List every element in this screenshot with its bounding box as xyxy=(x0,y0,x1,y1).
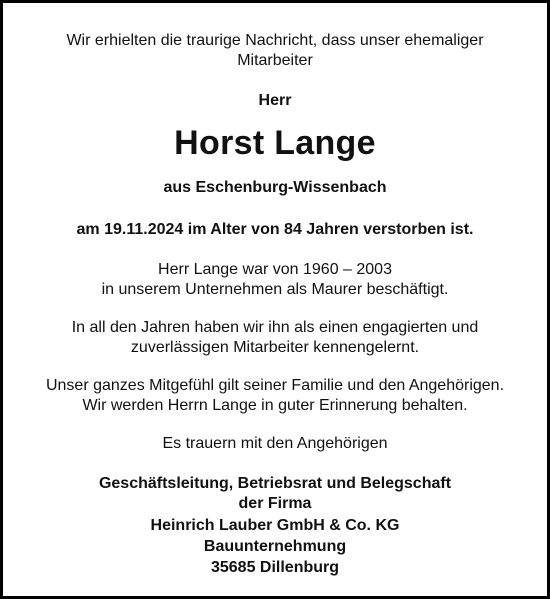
signature-line-1: Geschäftsleitung, Betriebsrat und Belegschaft xyxy=(98,475,452,492)
employment-line-2: in unserem Unternehmen als Maurer beschäftigt. xyxy=(101,281,449,298)
tribute-line-1: In all den Jahren haben wir ihn als einen engagierten und xyxy=(71,319,479,336)
death-date-line: am 19.11.2024 im Alter von 84 Jahren verstorben ist. xyxy=(76,221,474,238)
tribute-line-2: zuverlässigen Mitarbeiter kennengelernt. xyxy=(130,339,420,356)
company-address: 35685 Dillenburg xyxy=(210,559,340,576)
origin-line: aus Eschenburg-Wissenbach xyxy=(163,179,387,196)
mourners-intro: Es trauern mit den Angehörigen xyxy=(162,435,388,452)
signature-line-2: der Firma xyxy=(238,495,312,512)
employment-line-1: Herr Lange war von 1960 – 2003 xyxy=(158,261,392,278)
company-business: Bauunternehmung xyxy=(203,538,347,555)
sympathy-line-2: Wir werden Herrn Lange in guter Erinnerung behalten. xyxy=(82,397,468,414)
intro-line-1: Wir erhielten die traurige Nachricht, dass unser ehemaliger xyxy=(66,32,484,49)
sympathy-line-1: Unser ganzes Mitgefühl gilt seiner Familie und den Angehörigen. xyxy=(45,377,505,394)
intro-line-2: Mitarbeiter xyxy=(237,52,313,69)
deceased-name: Horst Lange xyxy=(174,124,376,162)
salutation: Herr xyxy=(258,92,292,109)
company-name: Heinrich Lauber GmbH & Co. KG xyxy=(150,517,400,534)
